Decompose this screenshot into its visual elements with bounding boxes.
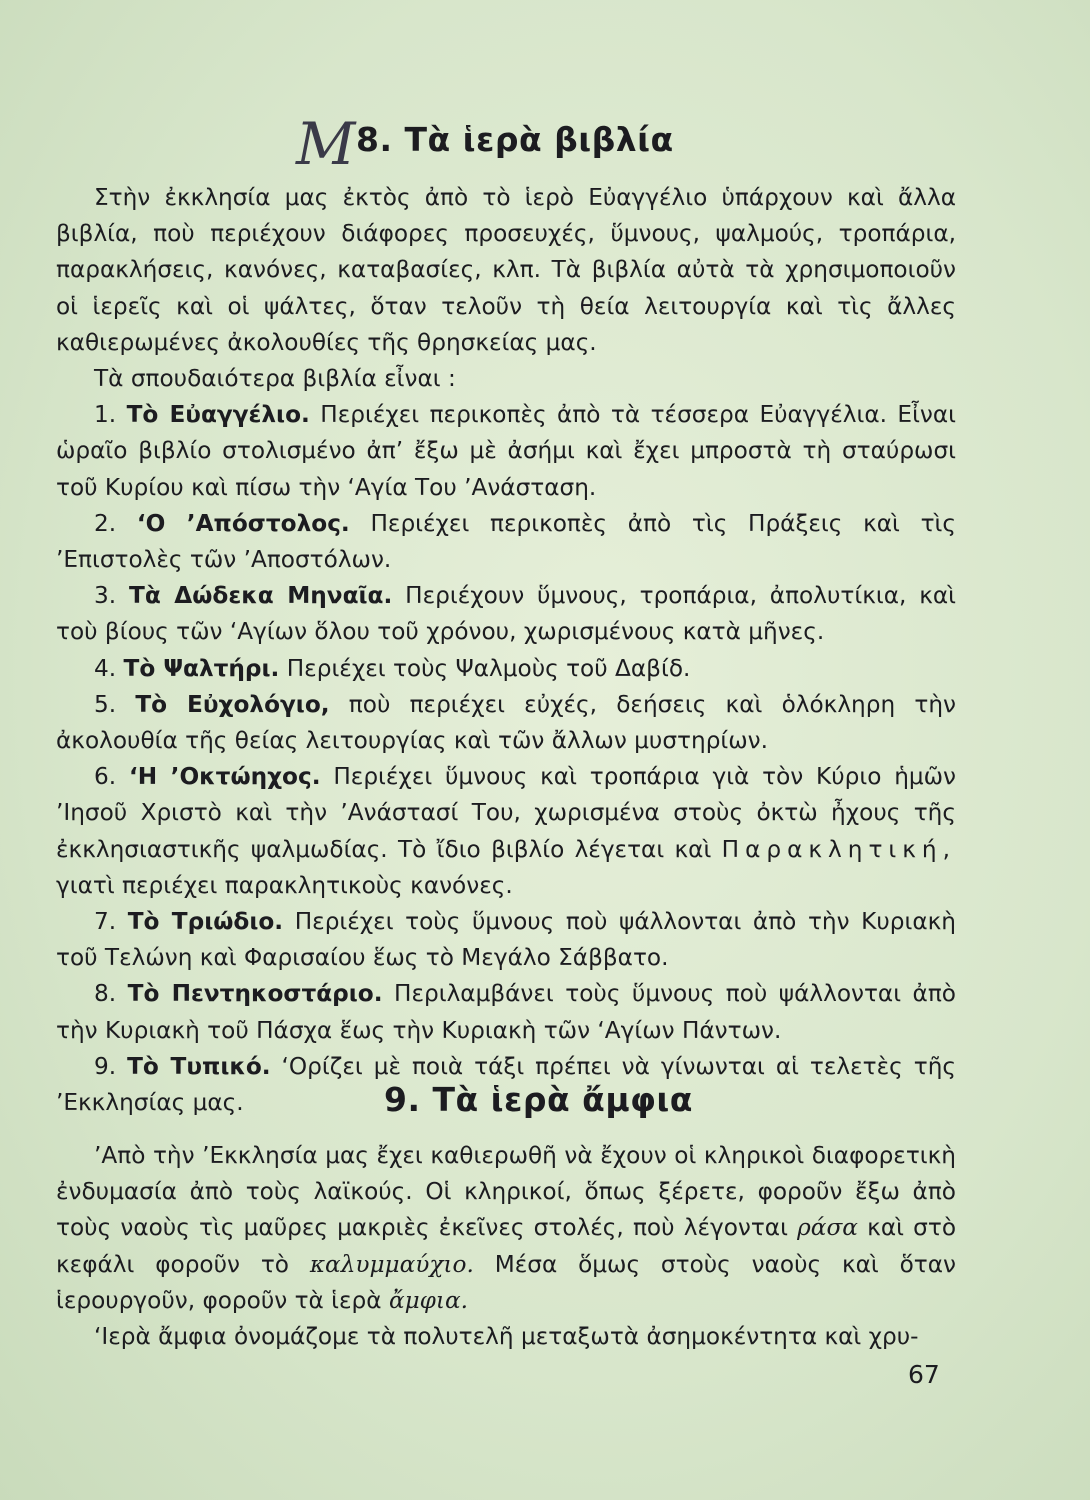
italic-term: ἄμφια. [388,1286,469,1314]
item-text: Περιέχει περικοπὲς ἀπὸ τὰ τέσσερα Εὐαγγέλια. Εἶναι ὡραῖο βιβλίο στολισμένο ἀπ’ ἔξω μὲ ἀσήμι καὶ ἔχει μπροστὰ τὴ σταύρωσι τοῦ Κυρίου καὶ πίσω τὴν ‘Αγία Του ’Ανάσταση. [56,401,957,501]
item-title: Τὸ Τριώδιο. [127,908,284,936]
list-item [56,506,956,578]
intro-paragraph: Στὴν ἐκκλησία μας ἐκτὸς ἀπὸ τὸ ἱερὸ Εὐαγγέλιο ὑπάρχουν καὶ ἄλλα βιβλία, ποὺ περιέχουν διάφορες προσευχές, ὕμνους, ψαλμούς, τροπάρια, παρακλήσεις, κανόνες, καταβασίες, κλπ. Τὰ βιβλία αὐτὰ τὰ χρησιμοποιοῦν οἱ ἱερεῖς καὶ οἱ ψάλτες, ὅταν τελοῦν τὴ θεία λειτουργία καὶ τὶς ἄλλες καθιερωμένες ἀκολουθίες τῆς θρησκείας μας. [56,184,956,356]
spaced-term: Παρακλητική, [721,835,956,863]
section-9-paragraph-2: ‘Ιερὰ ἄμφια ὀνομάζομε τὰ πολυτελῆ μεταξωτὰ ἀσημοκέντητα καὶ χρυ- [94,1323,919,1351]
item-text: ποὺ περιέχει εὐχές, δεήσεις καὶ ὁλόκληρη τὴν ἀκολουθία τῆς θείας λειτουργίας καὶ τῶν ἄλλων μυστηρίων. [56,690,956,755]
item-title: Τὸ Τυπικό. [127,1052,271,1080]
item-text: Περιέχει περικοπὲς ἀπὸ τὶς Πράξεις καὶ τὶς ’Επιστολὲς τῶν ’Αποστόλων. [56,509,957,574]
item-number: 4. [94,654,117,682]
list-item [56,687,956,759]
lead-line: Τὰ σπουδαιότερα βιβλία εἶναι : [94,365,456,393]
italic-term: ράσα [797,1214,858,1242]
section-9-body [56,1138,956,1355]
italic-term: καλυμμαύχιο. [309,1250,474,1278]
handwritten-margin-mark: M [296,110,356,178]
item-number: 3. [94,582,117,610]
item-title: ‘Ο ’Απόστολος. [136,509,350,537]
list-item [56,976,956,1048]
item-text-continued: γιατὶ περιέχει παρακλητικοὺς κανόνες. [56,871,513,899]
section-8-body [56,180,956,1121]
item-number: 9. [94,1052,117,1080]
list-item [56,904,956,976]
paragraph-text: ’Απὸ τὴν ’Εκκλησία μας ἔχει καθιερωθῆ νὰ ἔχουν οἱ κληρικοὶ διαφορετικὴ ἐνδυμασία ἀπὸ τοὺς λαϊκούς. Οἱ κληρικοί, ὅπως ξέρετε, φοροῦν ἔξω ἀπὸ τοὺς ναοὺς τὶς μαῦρες μακριὲς ἐκεῖνες στολές, ποὺ λέγονται [56,1142,956,1242]
item-number: 7. [94,908,117,936]
paragraph-text: Μέσα ὅμως στοὺς ναοὺς καὶ ὅταν ἱερουργοῦν, φοροῦν τὰ ἱερὰ [56,1250,956,1314]
item-text: Περιλαμβάνει τοὺς ὕμνους ποὺ ψάλλονται ἀπὸ τὴν Κυριακὴ τοῦ Πάσχα ἕως τὴν Κυριακὴ τῶν ‘Αγίων Πάντων. [56,980,956,1044]
item-title: Τὸ Ψαλτήρι. [123,654,280,682]
item-title: Τὸ Εὐαγγέλιο. [126,401,310,429]
paragraph-text: καὶ στὸ κεφάλι φοροῦν τὸ [56,1214,957,1278]
item-number: 8. [94,980,117,1008]
item-title: Τὸ Εὐχολόγιο, [135,690,330,718]
item-number: 5. [94,690,117,718]
section-8-heading: 8. Τὰ ἱερὰ βιβλία [356,120,674,159]
section-9-heading: 9. Τὰ ἱερὰ ἄμφια [384,1080,693,1119]
list-item [56,578,956,650]
page-number: 67 [908,1360,940,1389]
item-number: 1. [94,401,117,429]
item-title: ‘Η ’Οκτώηχος. [128,763,321,791]
list-item [56,651,956,687]
item-text: Περιέχει ὕμνους καὶ τροπάρια γιὰ τὸν Κύριο ἡμῶν ’Ιησοῦ Χριστὸ καὶ τὴν ’Ανάστασί Του, χωρισμένα στοὺς ὀκτὼ ἦχους τῆς ἐκκλησιαστικῆς ψαλμωδίας. Τὸ ἴδιο βιβλίο λέγεται καὶ [56,763,957,863]
item-number: 2. [94,509,117,537]
item-title: Τὰ Δώδεκα Μηναῖα. [129,582,393,610]
item-text: Περιέχει τοὺς Ψαλμοὺς τοῦ Δαβίδ. [286,654,691,682]
item-text: Περιέχει τοὺς ὕμνους ποὺ ψάλλονται ἀπὸ τὴν Κυριακὴ τοῦ Τελώνη καὶ Φαρισαίου ἕως τὸ Μεγάλο Σάββατο. [56,908,956,972]
section-9-paragraph-1 [56,1138,956,1319]
list-item [56,397,956,506]
list-item [56,759,956,904]
item-number: 6. [94,763,117,791]
item-text: Περιέχουν ὕμνους, τροπάρια, ἀπολυτίκια, καὶ τοὺ βίους τῶν ‘Αγίων ὅλου τοῦ χρόνου, χωρισμένους κατὰ μῆνες. [56,582,957,646]
item-text: ‘Ορίζει μὲ ποιὰ τάξι πρέπει νὰ γίνωνται αἱ τελετὲς τῆς ’Εκκλησίας μας. [56,1052,956,1117]
item-title: Τὸ Πεντηκοστάριο. [127,980,383,1008]
